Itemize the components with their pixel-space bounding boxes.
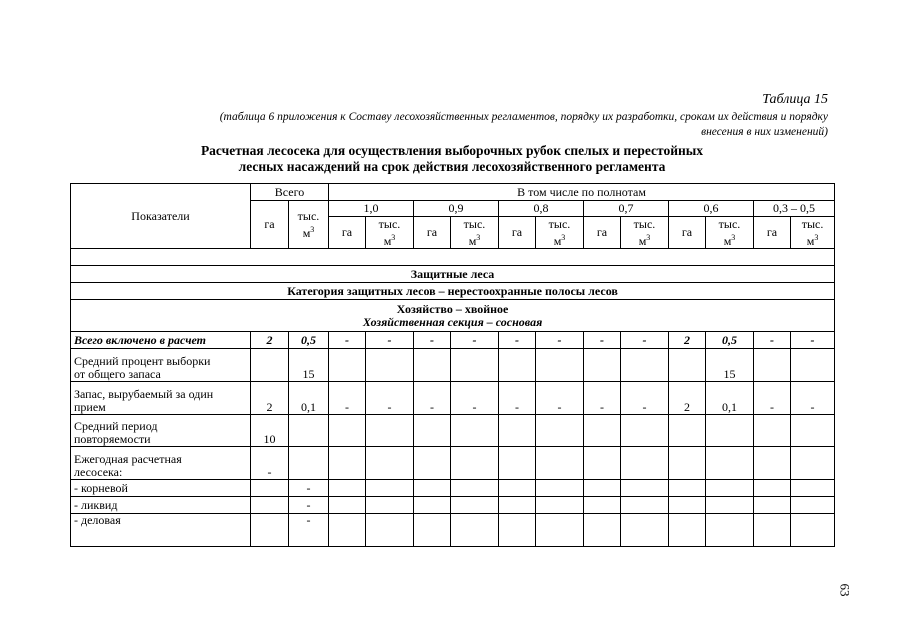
cell — [499, 447, 536, 480]
cell — [451, 497, 499, 514]
cell — [289, 447, 329, 480]
cell: 0,1 — [706, 382, 754, 415]
cell: - — [754, 382, 791, 415]
row-label-line-1: Ежегодная расчетная — [74, 452, 182, 466]
cell — [451, 349, 499, 382]
cell — [329, 480, 366, 497]
cell — [499, 415, 536, 447]
cell: - — [289, 497, 329, 514]
unit-m3-6 — [791, 217, 835, 249]
cell — [791, 447, 835, 480]
unit-sup: 3 — [646, 232, 651, 242]
unit-sup: 3 — [561, 232, 566, 242]
cell: - — [791, 382, 835, 415]
cell: - — [754, 332, 791, 349]
empty-row — [71, 249, 835, 266]
table-row — [71, 497, 835, 514]
cell: 0,5 — [289, 332, 329, 349]
cell — [366, 497, 414, 514]
cell: - — [414, 332, 451, 349]
unit-m3-1 — [366, 217, 414, 249]
cell: - — [584, 332, 621, 349]
row-label — [71, 447, 251, 480]
row-label-line-2: от общего запаса — [74, 367, 161, 381]
cell — [754, 349, 791, 382]
header-density-3: 0,8 — [499, 201, 584, 217]
row-label: - деловая — [71, 514, 251, 547]
cell — [414, 447, 451, 480]
cell — [621, 415, 669, 447]
cell — [669, 497, 706, 514]
cell — [451, 415, 499, 447]
header-density-6: 0,3 – 0,5 — [754, 201, 835, 217]
cell — [584, 415, 621, 447]
cell — [366, 480, 414, 497]
cell — [584, 497, 621, 514]
cell — [251, 480, 289, 497]
section-row-farm — [71, 300, 835, 332]
header-density-1: 1,0 — [329, 201, 414, 217]
cell — [329, 497, 366, 514]
cell — [706, 447, 754, 480]
cell — [791, 349, 835, 382]
cell: - — [621, 382, 669, 415]
unit-sup: 3 — [731, 232, 736, 242]
cell — [251, 514, 289, 547]
cell — [791, 514, 835, 547]
table-subcaption — [80, 110, 828, 140]
cell — [451, 480, 499, 497]
cell — [536, 447, 584, 480]
row-label: - корневой — [71, 480, 251, 497]
row-label — [71, 349, 251, 382]
cell — [754, 447, 791, 480]
row-label-line-1: Средний процент выборки — [74, 354, 211, 368]
cell — [791, 480, 835, 497]
cell — [621, 447, 669, 480]
unit-ha-6: га — [754, 217, 791, 249]
header-by-density: В том числе по полнотам — [329, 184, 835, 201]
table-row — [71, 447, 835, 480]
cell: - — [289, 480, 329, 497]
table-row — [71, 382, 835, 415]
cell — [451, 514, 499, 547]
cell: - — [451, 382, 499, 415]
cell — [414, 480, 451, 497]
section-row-protective — [71, 266, 835, 283]
unit-m: м — [723, 233, 732, 248]
cell: - — [536, 382, 584, 415]
table-row — [71, 480, 835, 497]
header-total: Всего — [251, 184, 329, 201]
cell: 2 — [251, 382, 289, 415]
cell — [251, 497, 289, 514]
cell: 10 — [251, 415, 289, 447]
cell — [536, 514, 584, 547]
unit-thous: тыс. — [801, 216, 824, 231]
cell — [251, 349, 289, 382]
cell — [451, 447, 499, 480]
cell — [366, 349, 414, 382]
cell: - — [451, 332, 499, 349]
table-row — [71, 349, 835, 382]
cell — [536, 480, 584, 497]
cell — [289, 415, 329, 447]
cell: - — [329, 382, 366, 415]
header-density-4: 0,7 — [584, 201, 669, 217]
cell — [754, 415, 791, 447]
cell: 2 — [669, 332, 706, 349]
cell: - — [366, 332, 414, 349]
cell — [536, 415, 584, 447]
cell — [621, 497, 669, 514]
cell — [791, 497, 835, 514]
row-label: Всего включено в расчет — [71, 332, 251, 349]
cell: - — [414, 382, 451, 415]
unit-m3-3 — [536, 217, 584, 249]
unit-thous: тыс. — [463, 216, 486, 231]
unit-m3-2 — [451, 217, 499, 249]
cell: - — [366, 382, 414, 415]
cell — [706, 514, 754, 547]
table-row — [71, 415, 835, 447]
unit-m: м — [302, 225, 311, 240]
table-row — [71, 332, 835, 349]
unit-m: м — [553, 233, 562, 248]
header-density-2: 0,9 — [414, 201, 499, 217]
row-label-line-2: прием — [74, 400, 106, 414]
unit-sup: 3 — [391, 232, 396, 242]
cell: 2 — [669, 382, 706, 415]
cell: - — [499, 332, 536, 349]
cell — [499, 514, 536, 547]
cell — [754, 480, 791, 497]
table-title — [70, 143, 834, 175]
cell: - — [289, 514, 329, 547]
cell: - — [621, 332, 669, 349]
cell: - — [251, 447, 289, 480]
section-category: Категория защитных лесов – нерестоохранные полосы лесов — [71, 283, 835, 300]
cell: 15 — [706, 349, 754, 382]
row-label: - ликвид — [71, 497, 251, 514]
cell: 2 — [251, 332, 289, 349]
table-row — [71, 514, 835, 547]
subcaption-line-1: (таблица 6 приложения к Составу лесохозяйственных регламентов, порядку их разработки, срокам их действия и порядку — [219, 111, 828, 123]
cell — [706, 480, 754, 497]
unit-m: м — [468, 233, 477, 248]
cell — [414, 497, 451, 514]
cell — [754, 514, 791, 547]
unit-thous: тыс. — [718, 216, 741, 231]
cell — [621, 349, 669, 382]
cell — [366, 514, 414, 547]
cell — [329, 415, 366, 447]
unit-ha-3: га — [499, 217, 536, 249]
empty-cell — [71, 249, 835, 266]
cell — [584, 514, 621, 547]
row-label — [71, 382, 251, 415]
unit-thous: тыс. — [548, 216, 571, 231]
cell — [329, 349, 366, 382]
unit-ha-4: га — [584, 217, 621, 249]
cell — [706, 415, 754, 447]
cell — [329, 447, 366, 480]
unit-ha-1: га — [329, 217, 366, 249]
cell — [584, 349, 621, 382]
cell: 0,5 — [706, 332, 754, 349]
unit-ha-2: га — [414, 217, 451, 249]
unit-sup: 3 — [476, 232, 481, 242]
cell — [621, 514, 669, 547]
cell — [414, 349, 451, 382]
section-farm — [71, 300, 835, 332]
cell — [669, 480, 706, 497]
row-label-line-1: Средний период — [74, 419, 158, 433]
title-line-2: лесных насаждений на срок действия лесохозяйственного регламента — [238, 159, 666, 174]
cell — [754, 497, 791, 514]
row-label — [71, 415, 251, 447]
section-protective: Защитные леса — [71, 266, 835, 283]
unit-m3-5 — [706, 217, 754, 249]
cell — [669, 514, 706, 547]
cell — [329, 514, 366, 547]
cell — [584, 447, 621, 480]
unit-sup: 3 — [310, 224, 315, 234]
unit-m: м — [806, 233, 815, 248]
cell — [669, 447, 706, 480]
unit-m: м — [638, 233, 647, 248]
cell — [366, 447, 414, 480]
header-density-5: 0,6 — [669, 201, 754, 217]
unit-thous: тыс. — [378, 216, 401, 231]
cell — [621, 480, 669, 497]
header-total-m3 — [289, 201, 329, 249]
cell: 0,1 — [289, 382, 329, 415]
allowable-cut-table — [70, 183, 835, 547]
cell — [536, 349, 584, 382]
cell — [669, 415, 706, 447]
cell: 15 — [289, 349, 329, 382]
cell — [536, 497, 584, 514]
cell: - — [791, 332, 835, 349]
cell: - — [584, 382, 621, 415]
cell — [669, 349, 706, 382]
unit-m3-4 — [621, 217, 669, 249]
cell: - — [499, 382, 536, 415]
header-indicators: Показатели — [71, 184, 251, 249]
table-number: Таблица 15 — [762, 92, 828, 107]
cell: - — [329, 332, 366, 349]
unit-thous: тыс. — [633, 216, 656, 231]
row-label-line-1: Запас, вырубаемый за один — [74, 387, 214, 401]
cell — [791, 415, 835, 447]
subcaption-line-2: внесения в них изменений) — [701, 126, 828, 138]
section-row-category — [71, 283, 835, 300]
unit-ha-5: га — [669, 217, 706, 249]
cell — [499, 349, 536, 382]
page-number: 63 — [837, 583, 853, 597]
title-line-1: Расчетная лесосека для осуществления выборочных рубок спелых и перестойных — [200, 143, 704, 158]
row-label-line-2: лесосека: — [74, 465, 123, 479]
section-label: Хозяйственная секция – сосновая — [362, 314, 543, 329]
unit-sup: 3 — [814, 232, 819, 242]
cell — [499, 480, 536, 497]
cell — [366, 415, 414, 447]
unit-thous: тыс. — [297, 208, 320, 223]
header-row-1 — [71, 184, 835, 201]
header-total-ha: га — [251, 201, 289, 249]
cell — [414, 415, 451, 447]
farm-label: Хозяйство – хвойное — [396, 301, 509, 316]
cell — [584, 480, 621, 497]
unit-m: м — [383, 233, 392, 248]
cell — [706, 497, 754, 514]
cell — [499, 497, 536, 514]
cell — [414, 514, 451, 547]
cell: - — [536, 332, 584, 349]
row-label-line-2: повторяемости — [74, 432, 151, 446]
